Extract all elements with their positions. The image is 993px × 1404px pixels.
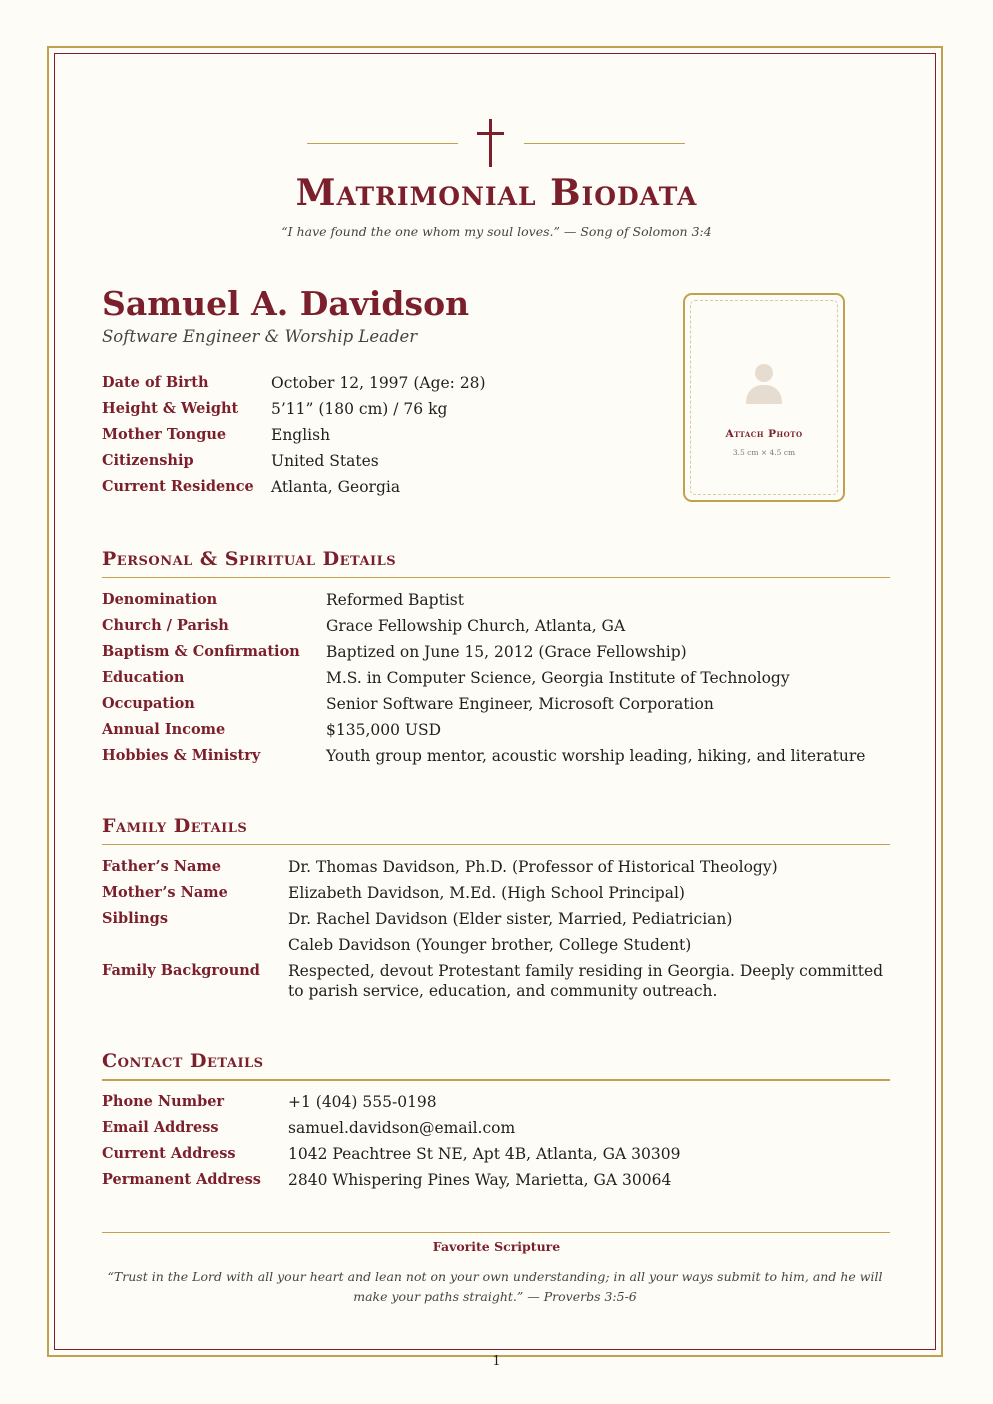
candidate-tagline: Software Engineer & Worship Leader <box>102 327 418 346</box>
detail-row <box>102 477 486 503</box>
section-rule <box>102 1079 890 1081</box>
document-title: Matrimonial Biodata <box>295 172 698 214</box>
detail-value: $135,000 USD <box>326 721 441 739</box>
detail-row <box>102 642 892 668</box>
detail-value: 2840 Whispering Pines Way, Marietta, GA 30064 <box>288 1171 672 1189</box>
detail-value: 1042 Peachtree St NE, Apt 4B, Atlanta, GA 30309 <box>288 1145 681 1163</box>
detail-label: Father’s Name <box>102 858 222 875</box>
detail-row <box>102 720 892 746</box>
detail-label: Church / Parish <box>102 617 229 634</box>
detail-row <box>102 373 486 399</box>
detail-row <box>102 616 892 642</box>
ornament-line-right <box>524 143 685 144</box>
photo-size: 3.5 cm × 4.5 cm <box>732 448 796 457</box>
personal-details <box>102 590 892 772</box>
detail-value: Dr. Thomas Davidson, Ph.D. (Professor of Historical Theology) <box>288 858 778 876</box>
detail-label: Siblings <box>102 910 168 927</box>
detail-value: Senior Software Engineer, Microsoft Corporation <box>326 695 714 713</box>
photo-label: Attach Photo <box>725 428 803 440</box>
section-rule <box>102 844 890 845</box>
ornament-line-left <box>307 143 458 144</box>
profile-details <box>102 373 486 503</box>
detail-label: Denomination <box>102 591 218 608</box>
candidate-name: Samuel A. Davidson <box>102 284 470 323</box>
detail-value: Youth group mentor, acoustic worship leading, hiking, and literature <box>326 747 866 765</box>
detail-value: samuel.davidson@email.com <box>288 1119 516 1137</box>
detail-row <box>102 1170 892 1196</box>
detail-value: Grace Fellowship Church, Atlanta, GA <box>326 617 626 635</box>
detail-label: Phone Number <box>102 1093 225 1110</box>
detail-row <box>102 857 892 883</box>
detail-value: Elizabeth Davidson, M.Ed. (High School Principal) <box>288 884 685 902</box>
section-title-personal: Personal & Spiritual Details <box>102 548 397 570</box>
contact-details <box>102 1092 892 1196</box>
detail-value: English <box>271 426 331 444</box>
detail-row <box>102 909 892 935</box>
detail-label <box>102 935 288 961</box>
detail-value: Caleb Davidson (Younger brother, College Student) <box>288 936 692 954</box>
detail-label: Mother Tongue <box>102 426 227 443</box>
detail-value: M.S. in Computer Science, Georgia Institute of Technology <box>326 669 790 687</box>
detail-row <box>102 451 486 477</box>
family-details <box>102 857 892 1001</box>
detail-label: Family Background <box>102 962 260 979</box>
person-silhouette-icon <box>746 362 782 404</box>
detail-value: Atlanta, Georgia <box>271 478 401 496</box>
detail-value: +1 (404) 555-0198 <box>288 1093 437 1111</box>
footer-rule <box>102 1232 890 1233</box>
detail-label: Mother’s Name <box>102 884 228 901</box>
page-number: 1 <box>492 1354 501 1369</box>
detail-value: United States <box>271 452 379 470</box>
detail-label: Current Residence <box>102 478 254 495</box>
detail-row <box>102 668 892 694</box>
detail-value: October 12, 1997 (Age: 28) <box>271 374 486 392</box>
section-title-contact: Contact Details <box>102 1050 264 1072</box>
detail-row <box>102 1092 892 1118</box>
detail-value: Baptized on June 15, 2012 (Grace Fellowship) <box>326 643 687 661</box>
detail-label: Baptism & Confirmation <box>102 643 300 660</box>
section-rule <box>102 577 890 578</box>
detail-value: Reformed Baptist <box>326 591 464 609</box>
detail-row <box>102 399 486 425</box>
detail-label: Occupation <box>102 695 195 712</box>
detail-label: Citizenship <box>102 452 194 469</box>
detail-row <box>102 935 892 961</box>
detail-label: Date of Birth <box>102 374 209 391</box>
detail-value: Dr. Rachel Davidson (Elder sister, Married, Pediatrician) <box>288 910 733 928</box>
detail-row <box>102 1144 892 1170</box>
favorite-scripture-title: Favorite Scripture <box>432 1239 561 1254</box>
header-quote: “I have found the one whom my soul loves.” — Song of Solomon 3:4 <box>281 224 712 239</box>
detail-row <box>102 425 486 451</box>
favorite-scripture-quote: “Trust in the Lord with all your heart and lean not on your own understanding; in all your ways submit to him, and he will make your paths straight.” — Proverbs 3:5-6 <box>107 1269 883 1304</box>
detail-row <box>102 694 892 720</box>
detail-label: Height & Weight <box>102 400 239 417</box>
detail-row <box>102 883 892 909</box>
detail-label: Permanent Address <box>102 1171 261 1188</box>
detail-value: Respected, devout Protestant family residing in Georgia. Deeply committed to parish service, education, and community outreach. <box>288 962 884 1000</box>
detail-value: 5’11” (180 cm) / 76 kg <box>271 400 448 418</box>
detail-row <box>102 590 892 616</box>
detail-row <box>102 746 892 772</box>
detail-label: Current Address <box>102 1145 236 1162</box>
detail-label: Hobbies & Ministry <box>102 747 261 764</box>
detail-label: Education <box>102 669 185 686</box>
detail-row <box>102 1118 892 1144</box>
detail-label: Annual Income <box>102 721 226 738</box>
detail-row <box>102 961 892 1001</box>
section-title-family: Family Details <box>102 815 248 837</box>
detail-label: Email Address <box>102 1119 219 1136</box>
